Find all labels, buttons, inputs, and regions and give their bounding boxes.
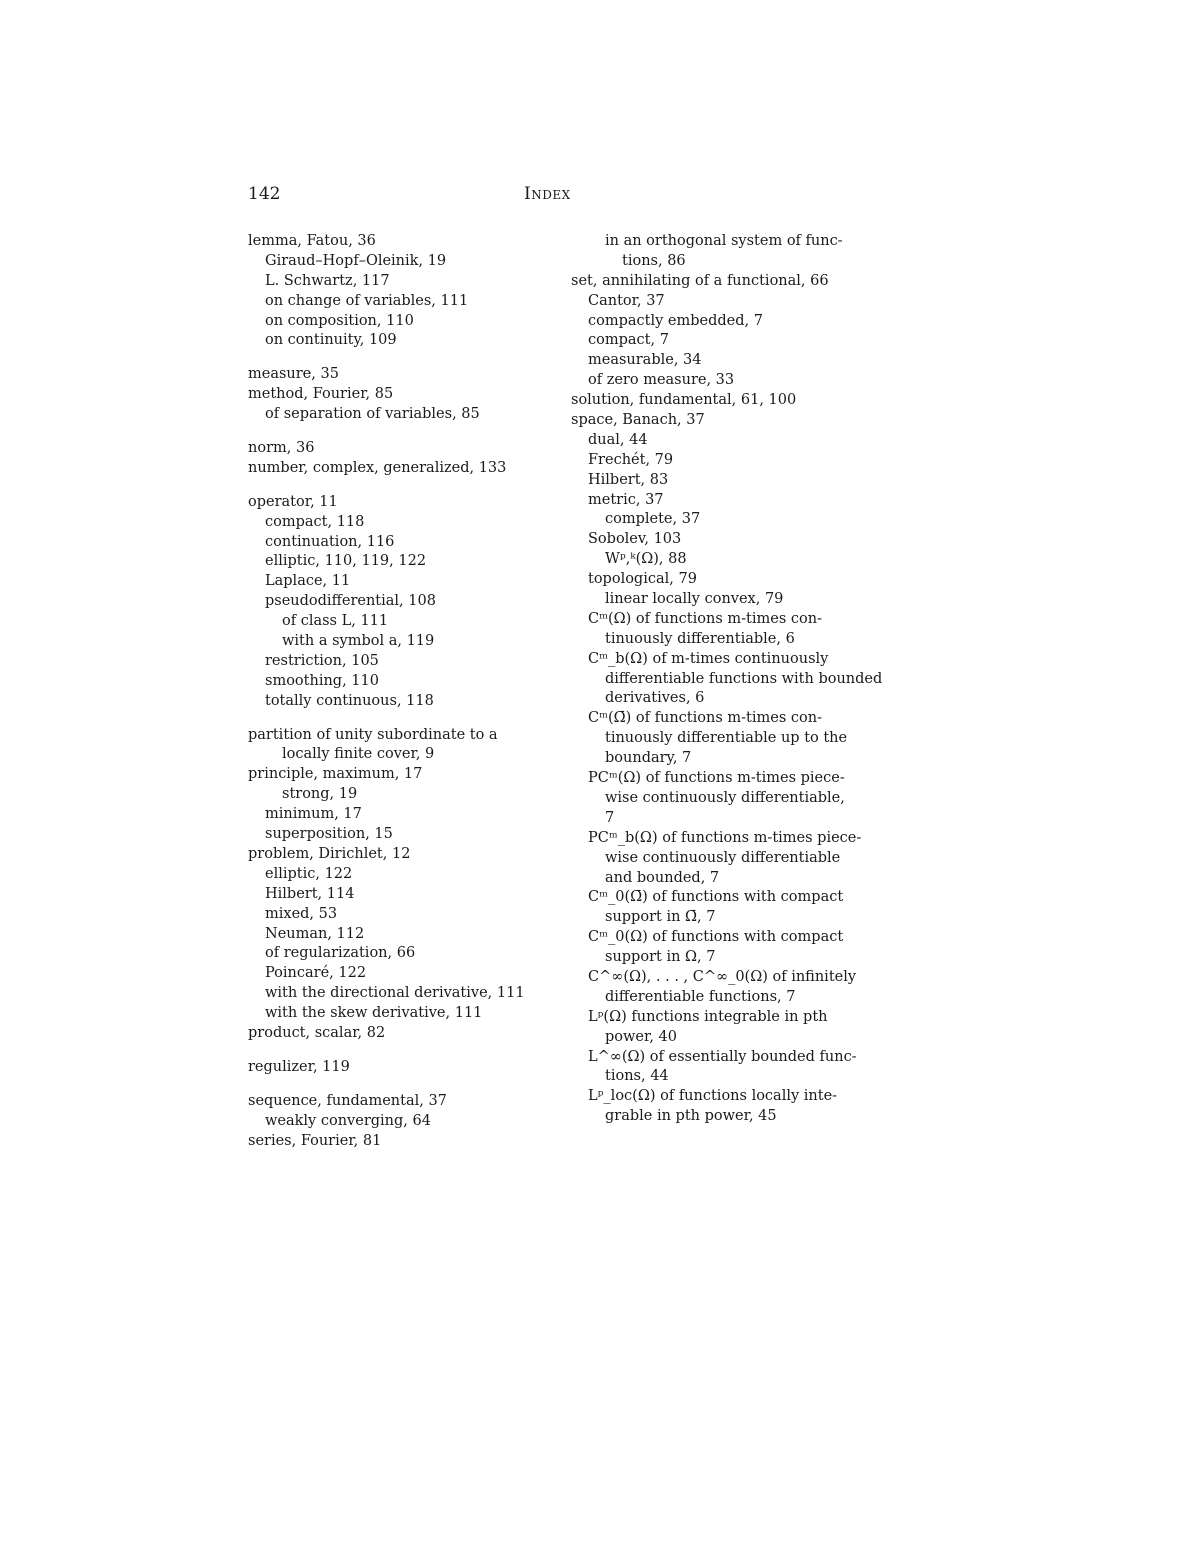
index-entry: of regularization, 66 xyxy=(265,945,416,962)
index-entry: Neuman, 112 xyxy=(265,925,365,942)
index-right-column xyxy=(571,232,891,1127)
index-entry: set, annihilating of a functional, 66 xyxy=(571,272,829,289)
index-entry: Cᵐ(Ω) of functions m-times con- xyxy=(588,610,822,627)
index-entry: L^∞(Ω) of essentially bounded func- xyxy=(588,1048,857,1065)
index-entry: of separation of variables, 85 xyxy=(265,406,480,423)
index-entry: minimum, 17 xyxy=(265,806,362,823)
index-entry: smoothing, 110 xyxy=(265,672,379,689)
index-entry: differentiable functions with bounded xyxy=(605,670,883,687)
index-group-gap xyxy=(248,351,548,365)
index-entry: product, scalar, 82 xyxy=(248,1024,386,1041)
index-entry: Sobolev, 103 xyxy=(588,531,682,548)
index-entry: Laplace, 11 xyxy=(265,573,351,590)
index-entry: on continuity, 109 xyxy=(265,332,397,349)
index-group-gap xyxy=(248,712,548,726)
index-entry: partition of unity subordinate to a xyxy=(248,726,498,743)
index-entry: locally finite cover, 9 xyxy=(282,746,435,763)
index-entry: measure, 35 xyxy=(248,366,339,383)
index-entry: principle, maximum, 17 xyxy=(248,766,423,783)
index-entry: Cantor, 37 xyxy=(588,292,665,309)
index-entry: with a symbol a, 119 xyxy=(282,633,435,650)
index-entry: restriction, 105 xyxy=(265,652,379,669)
index-entry: Lᵖ(Ω) functions integrable in pth xyxy=(588,1008,828,1025)
index-entry: tions, 86 xyxy=(622,252,686,269)
index-entry: mixed, 53 xyxy=(265,905,338,922)
index-entry: number, complex, generalized, 133 xyxy=(248,459,507,476)
index-entry: Cᵐ_0(Ω) of functions with compact xyxy=(588,929,844,946)
index-entry: Hilbert, 83 xyxy=(588,471,669,488)
index-entry: lemma, Fatou, 36 xyxy=(248,233,376,249)
index-entry: totally continuous, 118 xyxy=(265,692,434,709)
index-entry: derivatives, 6 xyxy=(605,690,705,707)
index-entry: C^∞(Ω), . . . , C^∞_0(Ω) of infinitely xyxy=(588,968,857,985)
index-entry: with the directional derivative, 111 xyxy=(265,985,525,1002)
index-entry: solution, fundamental, 61, 100 xyxy=(571,392,797,409)
index-entry: L. Schwartz, 117 xyxy=(265,272,390,289)
index-group-gap xyxy=(248,1078,548,1092)
index-entry: power, 40 xyxy=(605,1028,678,1045)
index-entry: superposition, 15 xyxy=(265,826,393,843)
index-entry: norm, 36 xyxy=(248,440,315,457)
index-entry: Wᵖ,ᵏ(Ω), 88 xyxy=(605,551,687,568)
index-group-gap xyxy=(248,1044,548,1058)
running-head: Index xyxy=(524,184,571,204)
index-entry: support in Ω, 7 xyxy=(605,949,716,966)
index-entry: metric, 37 xyxy=(588,491,664,508)
index-entry: boundary, 7 xyxy=(605,750,692,767)
index-left-column xyxy=(248,232,548,1151)
index-entry: Cᵐ_b(Ω) of m-times continuously xyxy=(588,650,829,667)
index-entry: space, Banach, 37 xyxy=(571,412,705,429)
index-entry: tinuously differentiable, 6 xyxy=(605,630,795,647)
index-entry: measurable, 34 xyxy=(588,352,702,369)
index-entry: pseudodifferential, 108 xyxy=(265,593,436,610)
index-entry: Frechét, 79 xyxy=(588,451,674,468)
index-entry: sequence, fundamental, 37 xyxy=(248,1092,447,1109)
index-entry: wise continuously differentiable, xyxy=(605,789,845,806)
index-entry: compactly embedded, 7 xyxy=(588,312,763,329)
index-entry: of class L, 111 xyxy=(282,613,389,630)
index-entry: problem, Dirichlet, 12 xyxy=(248,845,411,862)
index-entry: Cᵐ_0(Ω̄) of functions with compact xyxy=(588,889,844,906)
index-entry: dual, 44 xyxy=(588,431,648,448)
index-entry: wise continuously differentiable xyxy=(605,849,841,866)
index-entry: strong, 19 xyxy=(282,786,358,803)
page-number: 142 xyxy=(248,184,281,204)
index-entry: regulizer, 119 xyxy=(248,1058,350,1075)
index-group-gap xyxy=(248,425,548,439)
index-entry: of zero measure, 33 xyxy=(588,372,735,389)
index-entry: Giraud–Hopf–Oleinik, 19 xyxy=(265,252,447,269)
index-entry: continuation, 116 xyxy=(265,533,395,550)
index-entry: on change of variables, 111 xyxy=(265,292,469,309)
index-entry: PCᵐ_b(Ω) of functions m-times piece- xyxy=(588,829,862,846)
index-entry: with the skew derivative, 111 xyxy=(265,1005,483,1022)
index-entry: on composition, 110 xyxy=(265,312,414,329)
index-entry: weakly converging, 64 xyxy=(265,1112,431,1129)
index-entry: operator, 11 xyxy=(248,493,338,510)
index-entry: compact, 118 xyxy=(265,513,365,530)
index-entry: topological, 79 xyxy=(588,571,697,588)
index-entry: compact, 7 xyxy=(588,332,669,349)
index-entry: Cᵐ(Ω̄) of functions m-times con- xyxy=(588,710,822,727)
index-entry: support in Ω̄, 7 xyxy=(605,909,716,926)
index-entry: tinuously differentiable up to the xyxy=(605,730,848,747)
index-entry: grable in pth power, 45 xyxy=(605,1108,777,1125)
index-entry: and bounded, 7 xyxy=(605,869,720,886)
index-group-gap xyxy=(248,479,548,493)
index-entry: Poincaré, 122 xyxy=(265,965,367,982)
index-entry: series, Fourier, 81 xyxy=(248,1132,382,1149)
index-entry: Lᵖ_loc(Ω) of functions locally inte- xyxy=(588,1088,838,1105)
index-entry: Hilbert, 114 xyxy=(265,885,355,902)
index-entry: linear locally convex, 79 xyxy=(605,591,784,608)
index-entry: in an orthogonal system of func- xyxy=(605,233,843,249)
index-entry: differentiable functions, 7 xyxy=(605,988,796,1005)
index-entry: method, Fourier, 85 xyxy=(248,386,394,403)
index-entry: complete, 37 xyxy=(605,511,701,528)
index-entry: elliptic, 110, 119, 122 xyxy=(265,553,427,570)
index-entry: 7 xyxy=(605,809,615,826)
index-entry: PCᵐ(Ω) of functions m-times piece- xyxy=(588,770,845,787)
index-entry: tions, 44 xyxy=(605,1068,669,1085)
index-entry: elliptic, 122 xyxy=(265,865,353,882)
